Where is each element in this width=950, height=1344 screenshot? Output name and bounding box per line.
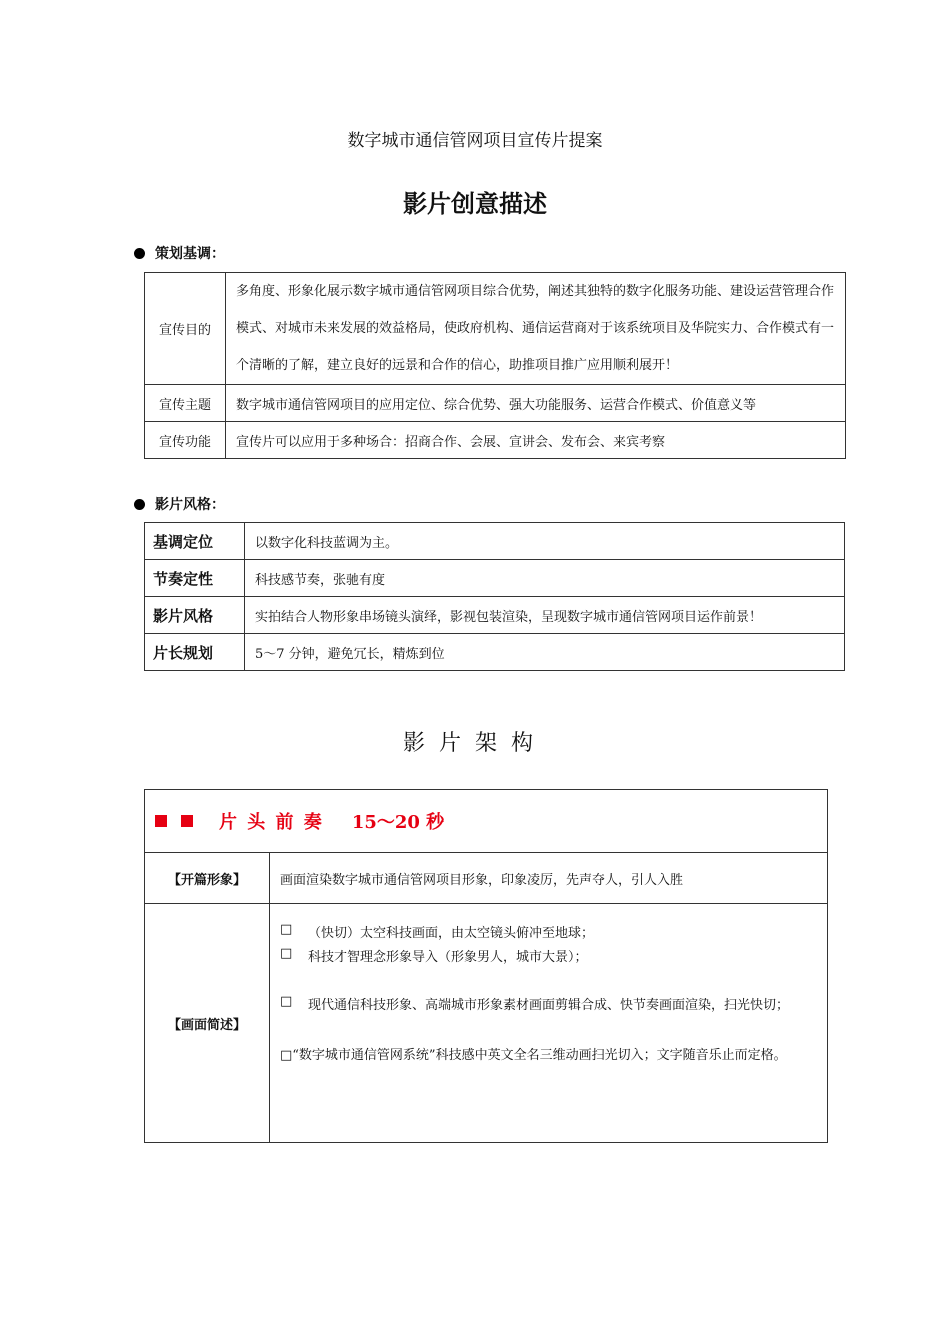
list-item-text: （快切）太空科技画面，由太空镜头俯冲至地球； — [308, 926, 595, 941]
red-square-icon — [155, 815, 167, 827]
checkbox-icon: □ — [280, 946, 293, 961]
table-value: 5～7 分钟，避免冗长，精炼到位 — [245, 634, 845, 671]
table-row — [145, 634, 845, 671]
table-value: 实拍结合人物形象串场镜头演绎，影视包装渲染，呈现数字城市通信管网项目运作前景！ — [245, 597, 845, 634]
table-label: 【画面简述】 — [145, 904, 270, 1143]
list-item — [280, 922, 817, 946]
style-section-heading — [134, 494, 225, 514]
table-value: 多角度、形象化展示数字城市通信管网项目综合优势，阐述其独特的数字化服务功能、建设运营管理合作模式、对城市未来发展的效益格局，使政府机构、通信运营商对于该系统项目及华院实力、合作模式有一个清晰的了解，建立良好的远景和合作的信心，助推项目推广应用顺利展开！ — [226, 273, 846, 385]
list-item-text: 现代通信科技形象、高端城市形象素材画面剪辑合成、快节奏画面渲染，扫光快切； — [308, 998, 790, 1013]
planning-table — [144, 272, 846, 459]
planning-section-heading — [134, 243, 225, 263]
description-cell — [270, 904, 828, 1143]
prelude-header — [145, 790, 828, 853]
style-table — [144, 522, 845, 671]
style-heading-text: 影片风格： — [155, 497, 225, 513]
red-square-icon — [181, 815, 193, 827]
list-item-text: 科技才智理念形象导入（形象男人，城市大景）； — [308, 950, 588, 965]
table-label: 宣传主题 — [145, 385, 226, 422]
table-row — [145, 597, 845, 634]
checkbox-icon: □ — [280, 994, 293, 1009]
planning-heading-text: 策划基调： — [155, 246, 225, 262]
document-title: 数字城市通信管网项目宣传片提案 — [347, 131, 603, 151]
creative-heading: 影片创意描述 — [403, 190, 547, 218]
table-value: 科技感节奏，张驰有度 — [245, 560, 845, 597]
checkbox-icon: □ — [280, 922, 293, 937]
table-row — [145, 790, 828, 853]
table-value: 以数字化科技蓝调为主。 — [245, 523, 845, 560]
final-item-text: □“数字城市通信管网系统”科技感中英文全名三维动画扫光切入；文字随音乐止而定格。 — [280, 1048, 787, 1063]
table-value: 数字城市通信管网项目的应用定位、综合优势、强大功能服务、运营合作模式、价值意义等 — [226, 385, 846, 422]
table-label: 【开篇形象】 — [145, 853, 270, 904]
structure-heading: 影片架构 — [402, 731, 547, 756]
table-row — [145, 904, 828, 1143]
prelude-duration: 15～20 秒 — [351, 812, 445, 833]
table-row — [145, 385, 846, 422]
table-label: 基调定位 — [145, 523, 245, 560]
table-value: 画面渲染数字城市通信管网项目形象，印象凌厉，先声夺人，引人入胜 — [270, 853, 828, 904]
list-item — [280, 994, 817, 1018]
prelude-title: 片 头 前 奏 — [219, 812, 324, 833]
table-label: 片长规划 — [145, 634, 245, 671]
table-row — [145, 422, 846, 459]
table-row — [145, 560, 845, 597]
table-label: 节奏定性 — [145, 560, 245, 597]
table-label: 影片风格 — [145, 597, 245, 634]
structure-table — [144, 789, 828, 1143]
table-label: 宣传功能 — [145, 422, 226, 459]
table-row — [145, 523, 845, 560]
table-value: 宣传片可以应用于多种场合：招商合作、会展、宣讲会、发布会、来宾考察 — [226, 422, 846, 459]
list-item — [280, 946, 817, 970]
bullet-icon — [134, 499, 145, 510]
table-row — [145, 273, 846, 385]
table-label: 宣传目的 — [145, 273, 226, 385]
table-row — [145, 853, 828, 904]
bullet-icon — [134, 248, 145, 259]
